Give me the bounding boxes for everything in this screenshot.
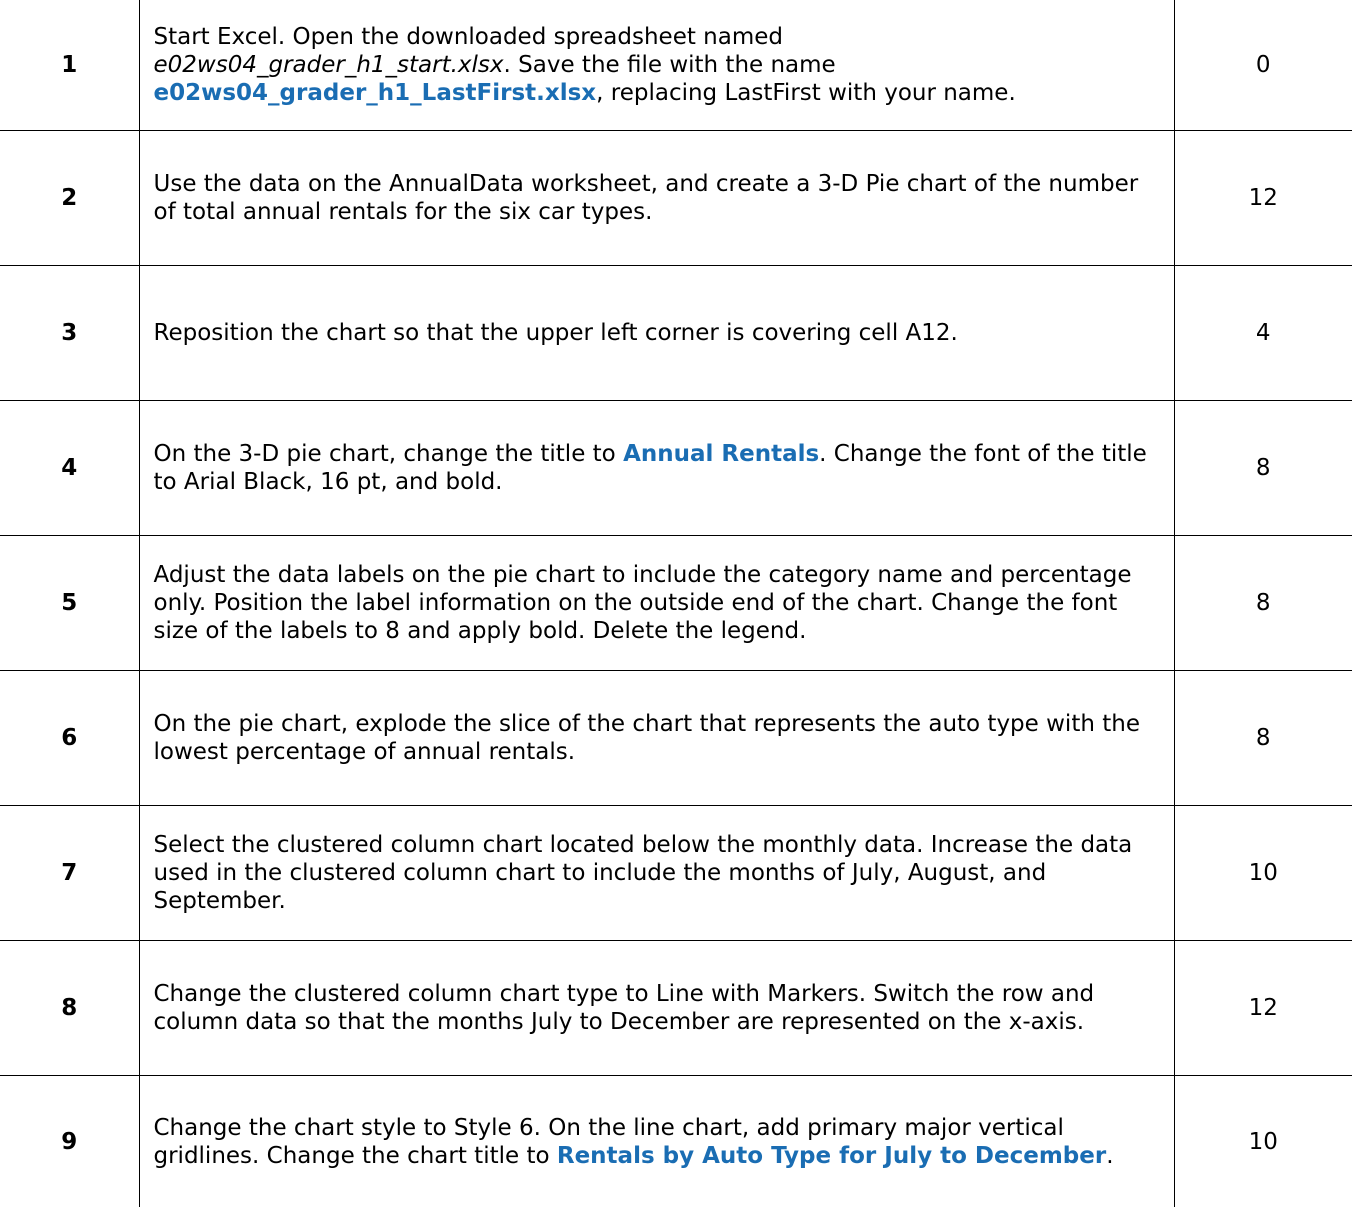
step-text: . (1106, 1143, 1113, 1169)
step-number: 3 (0, 266, 139, 401)
start-filename: e02ws04_grader_h1_start.xlsx (154, 52, 504, 78)
step-points: 12 (1174, 941, 1352, 1076)
table-row (0, 671, 1352, 806)
step-description (139, 0, 1174, 131)
table-row (0, 401, 1352, 536)
step-number: 4 (0, 401, 139, 536)
table-row (0, 941, 1352, 1076)
step-number: 2 (0, 131, 139, 266)
step-number: 6 (0, 671, 139, 806)
step-text: On the 3-D pie chart, change the title to (154, 441, 616, 467)
step-number: 7 (0, 806, 139, 941)
step-description (139, 941, 1174, 1076)
step-points: 8 (1174, 536, 1352, 671)
step-text: , replacing LastFirst with your name. (596, 80, 1016, 106)
step-description (139, 806, 1174, 941)
step-points: 10 (1174, 806, 1352, 941)
step-description (139, 536, 1174, 671)
step-description (139, 266, 1174, 401)
step-text: Start Excel. Open the downloaded spreadsheet named (154, 24, 784, 50)
step-text: . Save the file with the name (504, 52, 836, 78)
step-description (139, 401, 1174, 536)
save-filename: e02ws04_grader_h1_LastFirst.xlsx (154, 80, 597, 106)
step-points: 8 (1174, 401, 1352, 536)
step-text: Change the chart style to Style 6. On the line chart, add primary major vertical gridlines. Change the chart title to (154, 1115, 1064, 1169)
step-points: 4 (1174, 266, 1352, 401)
step-points: 10 (1174, 1076, 1352, 1207)
step-number: 5 (0, 536, 139, 671)
step-number: 1 (0, 0, 139, 131)
step-points: 8 (1174, 671, 1352, 806)
table-row (0, 536, 1352, 671)
table-row (0, 806, 1352, 941)
chart-title-highlight: Rentals by Auto Type for July to December (557, 1143, 1106, 1169)
step-text: Reposition the chart so that the upper left corner is covering cell A12. (154, 320, 958, 346)
table-row (0, 131, 1352, 266)
step-description (139, 1076, 1174, 1207)
step-text: Change the clustered column chart type to Line with Markers. Switch the row and column data so that the months July to December are represented on the x-axis. (154, 981, 1095, 1035)
step-text: . Change the font of the title to Arial Black, 16 pt, and bold. (154, 441, 1147, 495)
step-description (139, 671, 1174, 806)
step-text: Use the data on the AnnualData worksheet, and create a 3-D Pie chart of the number of total annual rentals for the six car types. (154, 171, 1139, 225)
step-points: 0 (1174, 0, 1352, 131)
table-row (0, 1076, 1352, 1207)
table-row (0, 266, 1352, 401)
step-text: On the pie chart, explode the slice of the chart that represents the auto type with the lowest percentage of annual rentals. (154, 711, 1140, 765)
step-text: Adjust the data labels on the pie chart to include the category name and percentage only. Position the label information on the outside end of the chart. Change the font size of the labels to 8 and apply bold. Delete the legend. (154, 562, 1132, 644)
step-description (139, 131, 1174, 266)
chart-title-highlight: Annual Rentals (623, 441, 819, 467)
step-number: 8 (0, 941, 139, 1076)
step-text: Select the clustered column chart located below the monthly data. Increase the data used in the clustered column chart to include the months of July, August, and September. (154, 832, 1133, 914)
table-row (0, 0, 1352, 131)
step-number: 9 (0, 1076, 139, 1207)
step-points: 12 (1174, 131, 1352, 266)
